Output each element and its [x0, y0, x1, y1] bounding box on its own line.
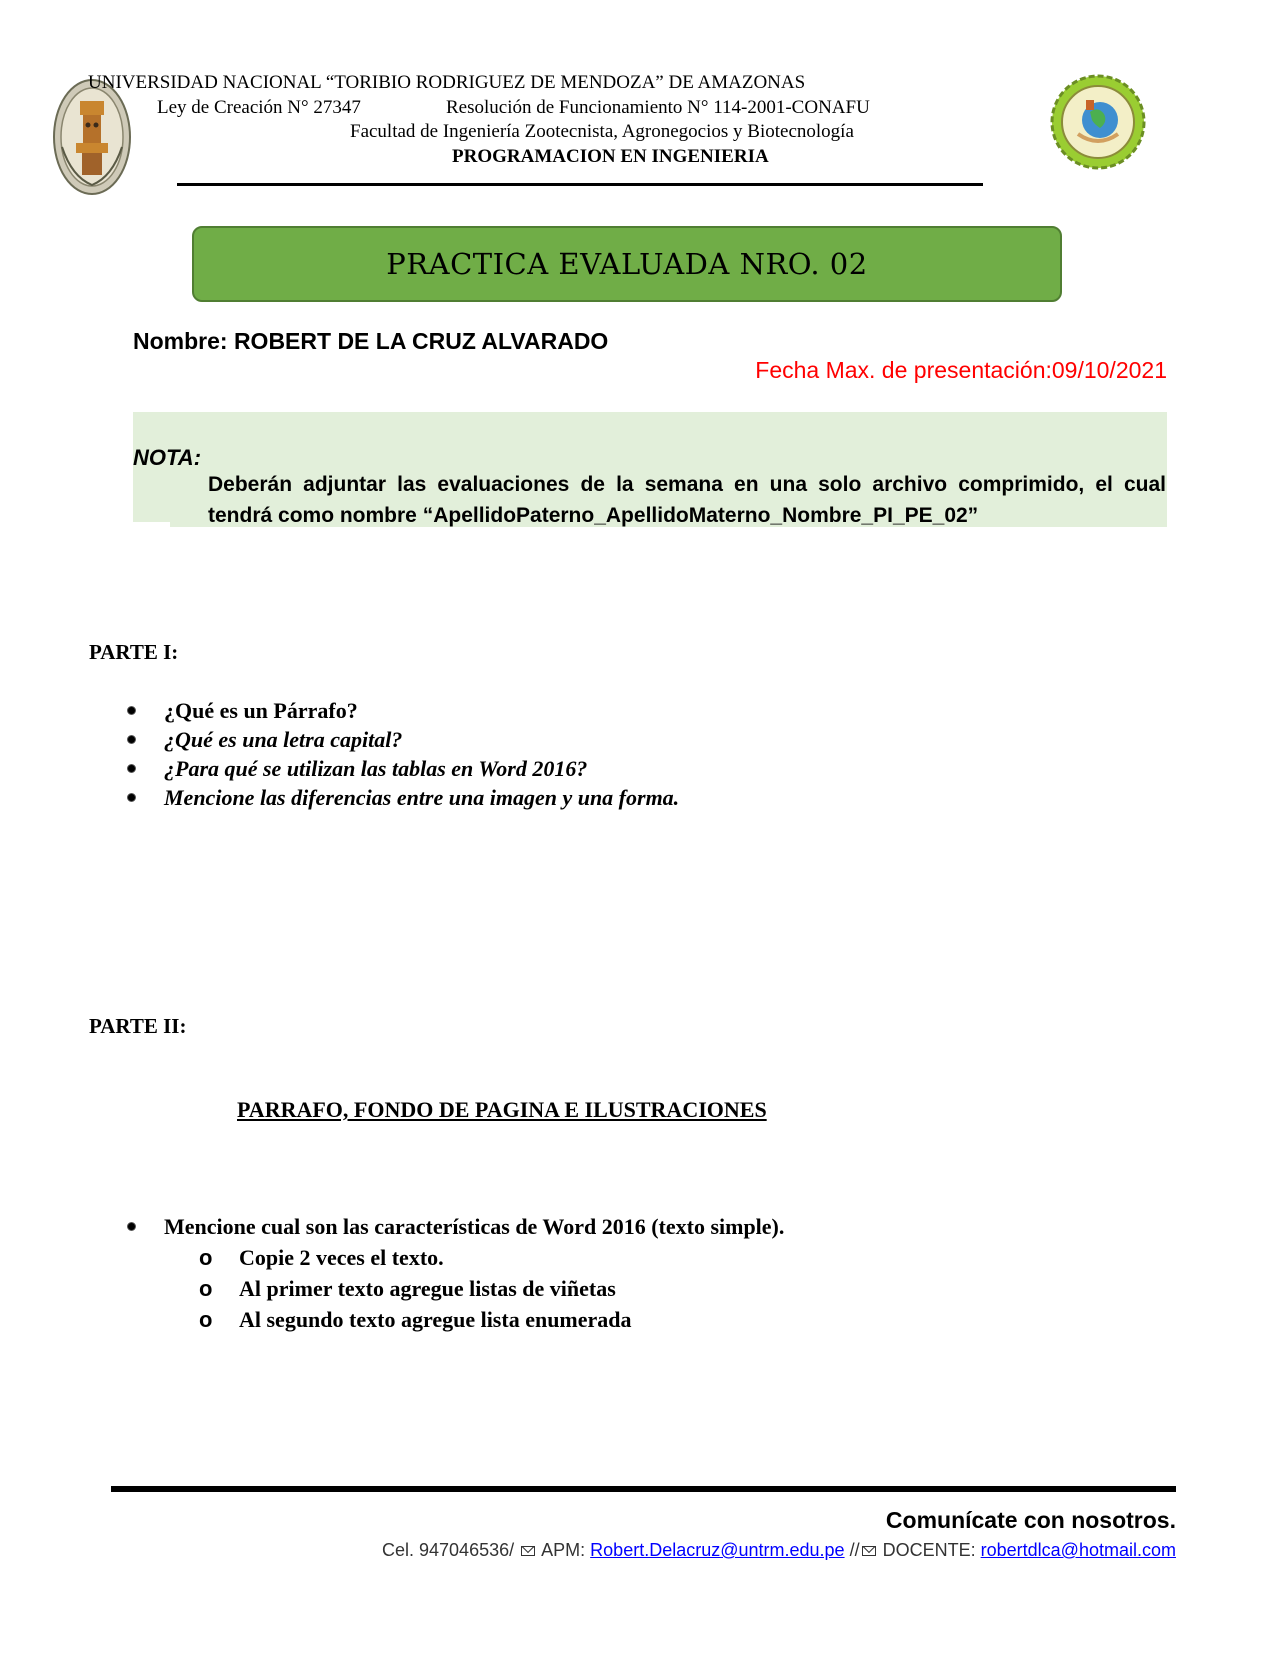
question-text: ¿Qué es una letra capital? — [164, 727, 403, 752]
sub-bullet-icon: o — [199, 1245, 213, 1270]
resolucion: Resolución de Funcionamiento N° 114-2001-CONAFU — [446, 97, 870, 118]
question-text: ¿Qué es un Párrafo? — [164, 698, 358, 723]
bullet-icon — [127, 706, 136, 715]
parte1-label: PARTE I: — [89, 640, 179, 664]
sub-bullet-icon: o — [199, 1276, 213, 1301]
ley-creacion: Ley de Creación N° 27347 — [157, 97, 361, 118]
university-name: UNIVERSIDAD NACIONAL “TORIBIO RODRIGUEZ DE MENDOZA” DE AMAZONAS — [88, 72, 806, 93]
header-divider — [177, 183, 983, 186]
list-item — [164, 754, 1064, 783]
due-date: Fecha Max. de presentación:09/10/2021 — [755, 357, 1167, 383]
envelope-icon — [862, 1546, 876, 1556]
bullet-icon — [127, 793, 136, 802]
docente-email-link[interactable]: robertdlca@hotmail.com — [980, 1540, 1176, 1560]
docente-label: DOCENTE: — [882, 1540, 976, 1560]
bullet-icon — [127, 735, 136, 744]
sub-bullet-icon: o — [199, 1307, 213, 1332]
bullet-icon — [127, 1222, 136, 1231]
curso: PROGRAMACION EN INGENIERIA — [452, 146, 769, 167]
footer-heading: Comunícate con nosotros. — [885, 1507, 1176, 1533]
list-item — [164, 696, 1064, 725]
bullet-icon — [127, 764, 136, 773]
list-item — [164, 725, 1064, 754]
footer-divider — [111, 1486, 1176, 1492]
university-seal-logo — [52, 77, 132, 197]
sub-list-item — [199, 1304, 1114, 1335]
parte1-questions — [164, 696, 1064, 812]
sub-list-item — [199, 1242, 1114, 1273]
task-text: Mencione cual son las características de Word 2016 (texto simple). — [164, 1214, 785, 1239]
sub-list-item — [199, 1273, 1114, 1304]
parte2-label: PARTE II: — [89, 1014, 187, 1038]
subtask-text: Copie 2 veces el texto. — [239, 1245, 444, 1270]
footer-contact — [382, 1540, 1176, 1561]
nota-label: NOTA: — [133, 445, 202, 470]
faculty-logo — [1048, 72, 1148, 172]
subtask-text: Al segundo texto agregue lista enumerada — [239, 1307, 632, 1332]
apm-label: APM: — [541, 1540, 586, 1560]
question-text: Mencione las diferencias entre una imagen y una forma. — [164, 785, 680, 810]
student-name: Nombre: ROBERT DE LA CRUZ ALVARADO — [133, 328, 609, 354]
list-item — [164, 1212, 1114, 1241]
list-item — [164, 783, 1064, 812]
nota-text: Deberán adjuntar las evaluaciones de la semana en una solo archivo comprimido, el cual tendrá como nombre “ApellidoPaterno_ApellidoMaterno_Nombre_PI_PE_02” — [208, 473, 1166, 527]
apm-email-link[interactable]: Robert.Delacruz@untrm.edu.pe — [590, 1540, 845, 1560]
subtask-text: Al primer texto agregue listas de viñetas — [239, 1276, 616, 1301]
separator-text: // — [849, 1540, 860, 1560]
title-box — [192, 226, 1062, 302]
parte2-subtitle: PARRAFO, FONDO DE PAGINA E ILUSTRACIONES — [237, 1097, 767, 1122]
facultad: Facultad de Ingeniería Zootecnista, Agronegocios y Biotecnología — [350, 121, 854, 142]
question-text: ¿Para qué se utilizan las tablas en Word 2016? — [164, 756, 588, 781]
page-title: PRACTICA EVALUADA NRO. 02 — [386, 247, 868, 281]
parte2-list — [164, 1212, 1114, 1335]
phone-text: Cel. 947046536/ — [382, 1540, 515, 1560]
envelope-icon — [521, 1546, 535, 1556]
